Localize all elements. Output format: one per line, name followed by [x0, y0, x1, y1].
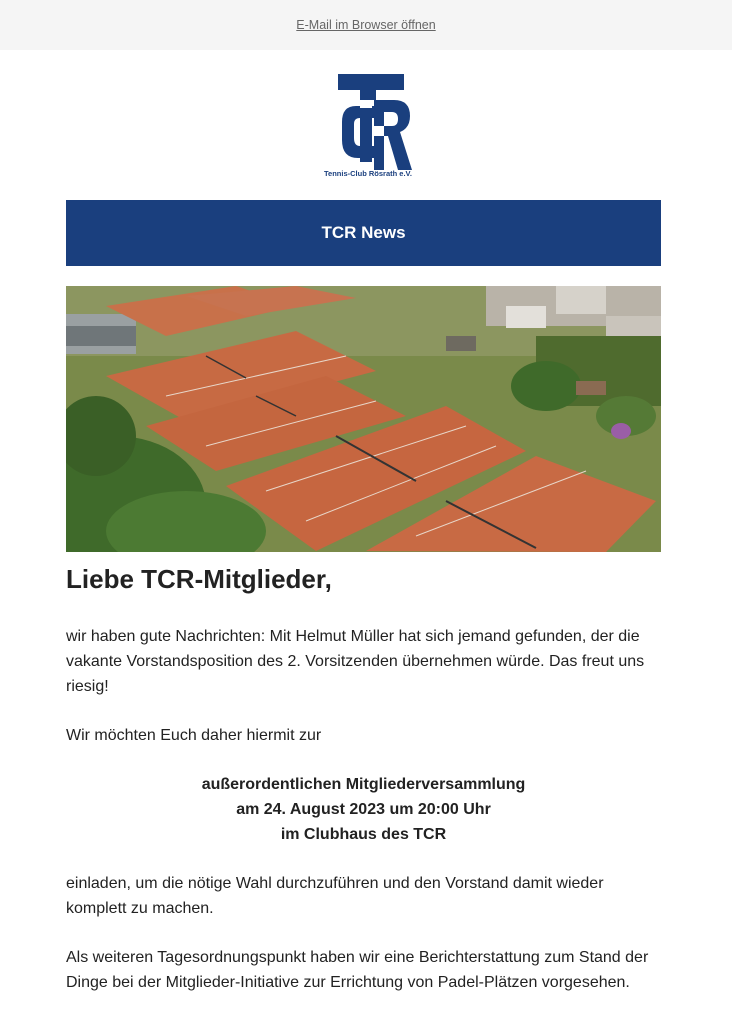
logo-area	[0, 50, 732, 200]
meeting-details	[66, 772, 661, 847]
email-topbar	[0, 0, 732, 50]
letter-body	[66, 564, 661, 995]
news-banner-title: TCR News	[321, 223, 406, 242]
open-in-browser-link[interactable]: E-Mail im Browser öffnen	[296, 18, 436, 32]
invitation-lead-paragraph: Wir möchten Euch daher hiermit zur	[66, 727, 322, 744]
meeting-location: im Clubhaus des TCR	[280, 826, 447, 843]
greeting-heading: Liebe TCR-Mitglieder,	[66, 564, 332, 594]
logo-club-name: Tennis-Club Rösrath e.V.	[324, 169, 412, 178]
purpose-paragraph: einladen, um die nötige Wahl durchzuführen und den Vorstand damit wieder komplett zu machen.	[66, 875, 604, 917]
meeting-date: am 24. August 2023 um 20:00 Uhr	[236, 801, 491, 818]
hero-image	[66, 286, 661, 552]
agenda-paragraph: Als weiteren Tagesordnungspunkt haben wir eine Berichterstattung zum Stand der Dinge bei der Mitglieder-Initiative zur Errichtung von Padel-Plätzen vorgesehen.	[66, 949, 649, 991]
meeting-title: außerordentlichen Mitgliederversammlung	[201, 776, 526, 793]
tcr-logo	[316, 70, 416, 180]
tennis-courts-photo	[66, 286, 661, 552]
news-banner	[66, 200, 661, 266]
intro-paragraph: wir haben gute Nachrichten: Mit Helmut Müller hat sich jemand gefunden, der die vakante Vorstandsposition des 2. Vorsitzenden übernehmen würde. Das freut uns riesig!	[66, 628, 645, 695]
